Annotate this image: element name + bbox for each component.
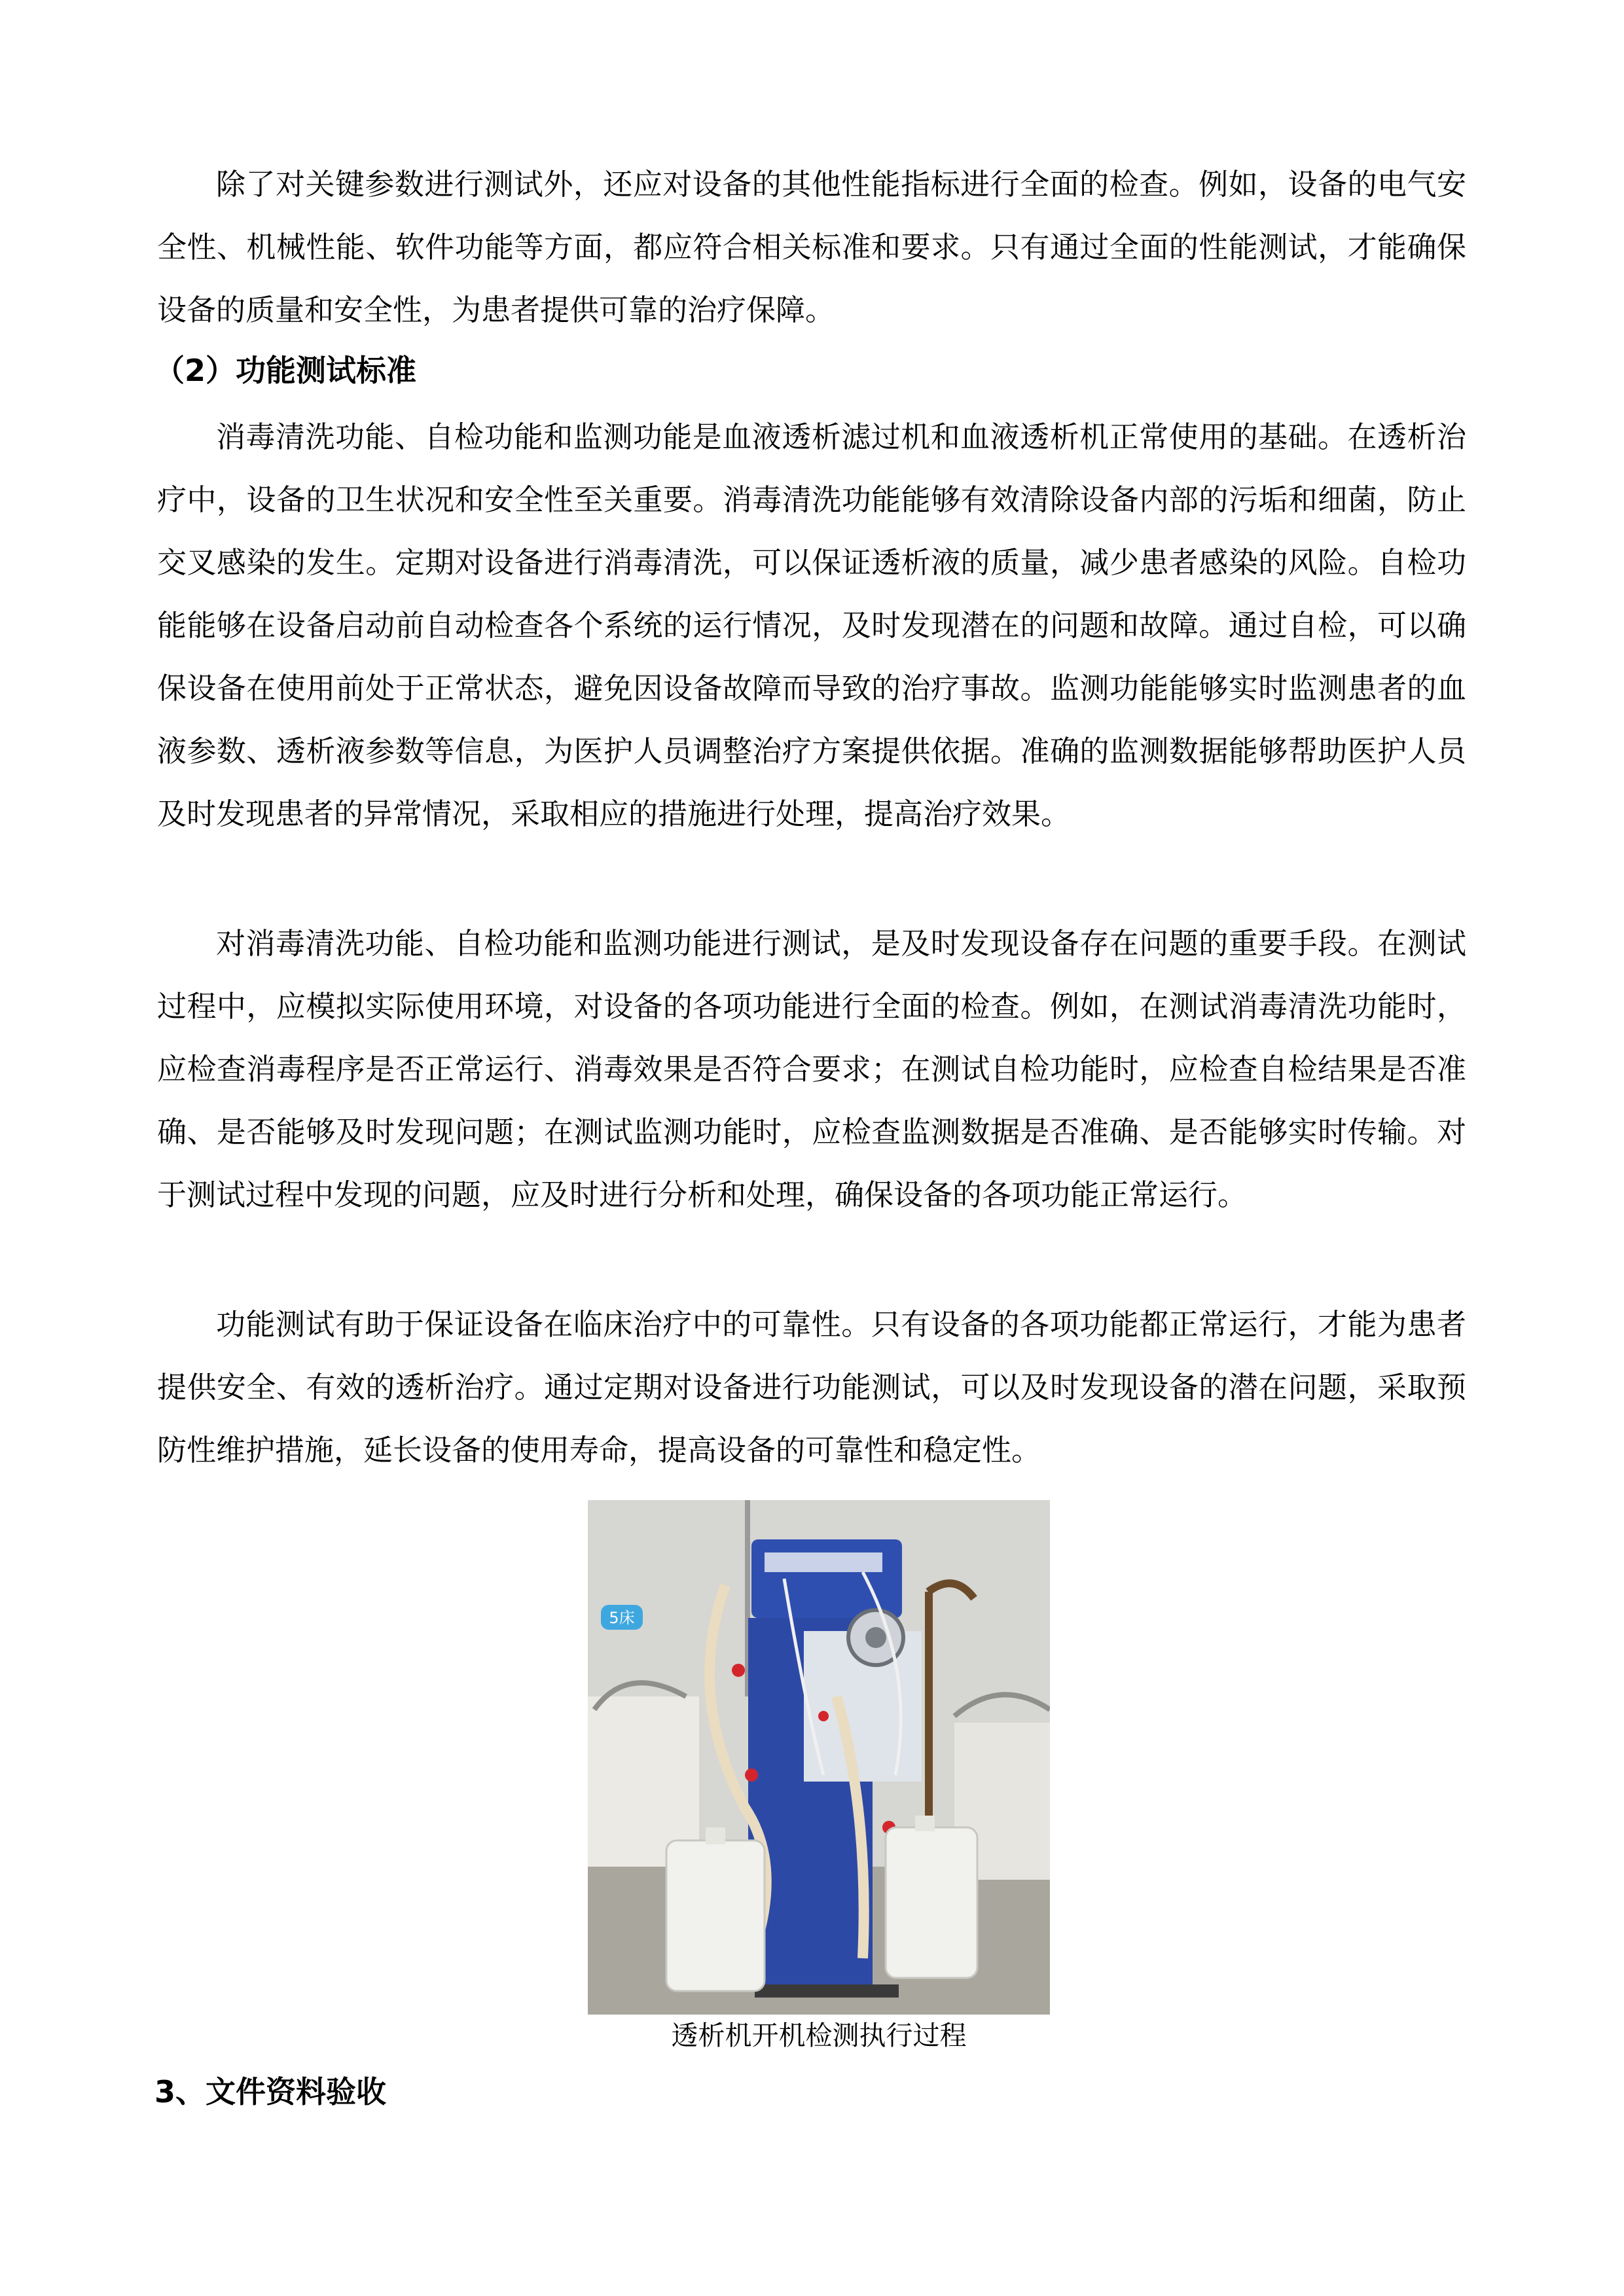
paragraph-function-basis: 消毒清洗功能、自检功能和监测功能是血液透析滤过机和血液透析机正常使用的基础。在透析治疗中，设备的卫生状况和安全性至关重要。消毒清洗功能能够有效清除设备内部的污垢和细菌，防止交叉感染的发生。定期对设备进行消毒清洗，可以保证透析液的质量，减少患者感染的风险。自检功能能够在设备启动前自动检查各个系统的运行情况，及时发现潜在的问题和故障。通过自检，可以确保设备在使用前处于正常状态，避免因设备故障而导致的治疗事故。监测功能能够实时监测患者的血液参数、透析液参数等信息，为医护人员调整治疗方案提供依据。准确的监测数据能够帮助医护人员及时发现患者的异常情况，采取相应的措施进行处理，提高治疗效果。 <box>157 420 1466 831</box>
section-heading-function-test: （2）功能测试标准 <box>154 353 417 388</box>
figure-caption: 透析机开机检测执行过程 <box>671 2020 967 2051</box>
section-heading-document-acceptance: 3、文件资料验收 <box>154 2074 387 2109</box>
paragraph-function-testing: 对消毒清洗功能、自检功能和监测功能进行测试，是及时发现设备存在问题的重要手段。在测试过程中，应模拟实际使用环境，对设备的各项功能进行全面的检查。例如，在测试消毒清洗功能时，应检查消毒程序是否正常运行、消毒效果是否符合要求；在测试自检功能时，应检查自检结果是否准确、是否能够及时发现问题；在测试监测功能时，应检查监测数据是否准确、是否能够实时传输。对于测试过程中发现的问题，应及时进行分析和处理，确保设备的各项功能正常运行。 <box>157 926 1466 1212</box>
dialysis-machine-photo <box>588 1500 1050 2015</box>
dialysis-machine-illustration <box>588 1500 1050 2015</box>
paragraph-reliability: 功能测试有助于保证设备在临床治疗中的可靠性。只有设备的各项功能都正常运行，才能为患者提供安全、有效的透析治疗。通过定期对设备进行功能测试，可以及时发现设备的潜在问题，采取预防性维护措施，延长设备的使用寿命，提高设备的可靠性和稳定性。 <box>157 1307 1466 1467</box>
bed-number-label: 5床 <box>609 1609 635 1627</box>
paragraph-performance-check: 除了对关键参数进行测试外，还应对设备的其他性能指标进行全面的检查。例如，设备的电气安全性、机械性能、软件功能等方面，都应符合相关标准和要求。只有通过全面的性能测试，才能确保设备的质量和安全性，为患者提供可靠的治疗保障。 <box>157 167 1466 327</box>
